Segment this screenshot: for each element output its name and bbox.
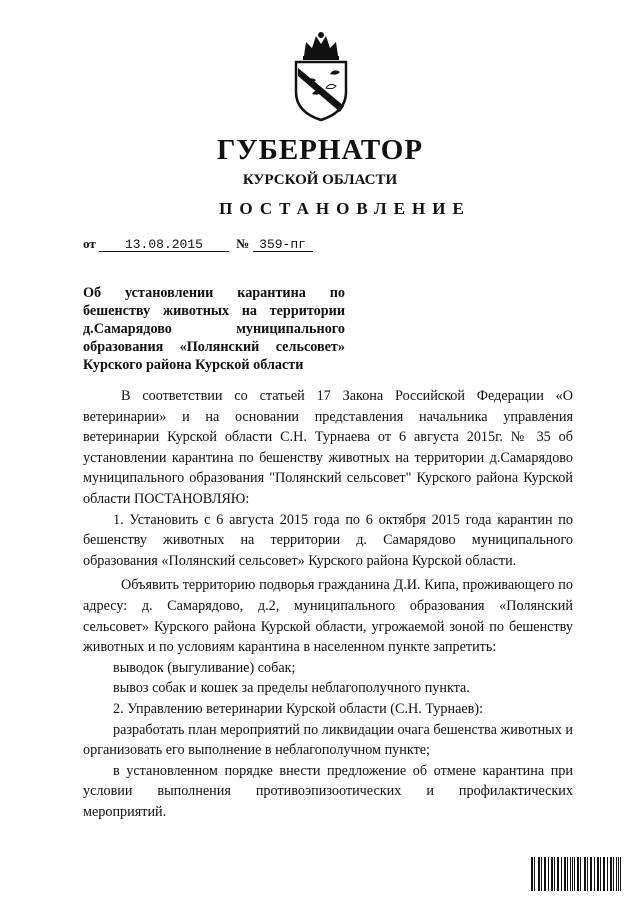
subject-line: д.Самарядово муниципального xyxy=(83,321,345,337)
clause-1: 1. Установить с 6 августа 2015 года по 6 октября 2015 года карантин по бешенству животных на территории д. Самарядово муниципального образования «Полянский сельсовет» Курского района Курской области. xyxy=(83,511,573,569)
clause-2-task: разработать план мероприятий по ликвидации очага бешенства животных и организовать его выполнение в неблагополучном пункте; xyxy=(83,721,573,759)
clause-2-task: в установленном порядке внести предложение об отмене карантина при условии выполнения противоэпизоотических и профилактических мероприятий. xyxy=(83,762,573,820)
date-label: от xyxy=(83,236,96,251)
subject-line: образования «Полянский сельсовет» xyxy=(83,339,345,355)
prohibition-item: вывоз собак и кошек за пределы неблагополучного пункта. xyxy=(113,680,470,697)
clause-1-declaration: Объявить территорию подворья гражданина Д.И. Кипа, проживающего по адресу: д. Самарядово, д.2, муниципального образования «Полянский сельсовет» Курского района Курской области, угрожаемой зоной по бешенству животных и по условиям карантина в населенном пункте запретить: xyxy=(83,577,573,656)
region-name: КУРСКОЙ ОБЛАСТИ xyxy=(242,172,398,188)
coat-of-arms-icon xyxy=(286,30,356,122)
subject-line: Об установлении карантина по xyxy=(83,285,345,301)
decree-body xyxy=(83,386,573,822)
document-meta xyxy=(83,236,313,252)
number-label: № xyxy=(236,236,250,251)
decree-subject xyxy=(83,284,345,374)
subject-line: бешенству животных на территории xyxy=(83,303,345,319)
date-value: 13.08.2015 xyxy=(99,238,229,252)
prohibition-item: выводок (выгуливание) собак; xyxy=(113,659,296,676)
document-type: ПОСТАНОВЛЕНИЕ xyxy=(219,199,471,218)
governor-title: ГУБЕРНАТОР xyxy=(216,134,424,166)
intro-paragraph: В соответствии со статьей 17 Закона Российской Федерации «О ветеринарии» и на основании представления начальника управления ветеринарии Курской области С.Н. Турнаева от 6 августа 2015г. № 35 об установлении карантина по бешенству животных на территории д.Самарядово муниципального образования "Полянский сельсовет" Курского района Курской области ПОСТАНОВЛЯЮ: xyxy=(83,388,573,507)
subject-line: Курского района Курской области xyxy=(83,357,304,373)
barcode-icon xyxy=(531,857,623,891)
clause-2: 2. Управлению ветеринарии Курской области (С.Н. Турнаев): xyxy=(113,700,484,717)
number-value: 359-пг xyxy=(253,238,313,252)
